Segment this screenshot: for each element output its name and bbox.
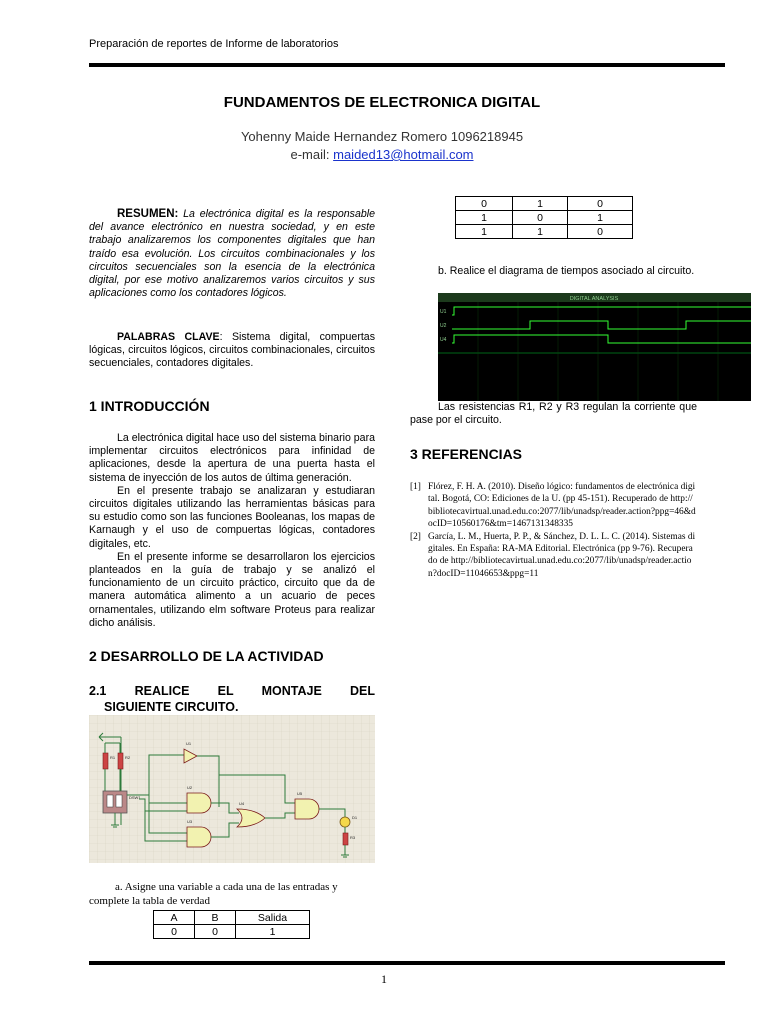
reference-item — [410, 481, 697, 531]
intro-body — [89, 432, 375, 630]
keywords-label: PALABRAS CLAVE — [117, 331, 220, 343]
table-cell: 1 — [456, 211, 513, 225]
reference-item — [410, 531, 697, 581]
intro-paragraph-3: En el presente informe se desarrollaron los ejercicios planteados en la guía de trabajo y se analizó el funcionamiento de un circuito práctico, circuito que da de manera automática alimento a un acuario de peces ornamentales, utilizando elm software Proteus para realizar dicho análisis. — [89, 550, 375, 629]
table-cell: 0 — [568, 197, 633, 211]
keywords — [89, 331, 375, 371]
abstract — [89, 208, 375, 300]
timing-signal-u1: U1 — [440, 309, 447, 315]
item-b-text: b. Realice el diagrama de tiempos asociado al circuito. — [438, 265, 695, 277]
email-line — [89, 147, 675, 162]
circuit-label-u1: U1 — [186, 741, 192, 746]
table-row — [154, 925, 310, 939]
table-cell: 0 — [568, 225, 633, 239]
circuit-schematic — [89, 715, 375, 863]
item-a-text: a. Asigne una variable a cada una de las entradas y complete la tabla de verdad — [89, 881, 338, 907]
table-cell: 1 — [513, 225, 568, 239]
header-rule — [89, 63, 725, 67]
truth-table-part-1 — [153, 910, 310, 939]
circuit-label-d1: D1 — [352, 815, 358, 820]
item-b — [410, 265, 697, 278]
timing-diagram — [438, 293, 751, 401]
resistors-note-text: Las resistencias R1, R2 y R3 regulan la corriente que pase por el circuito. — [410, 401, 697, 427]
table-cell: 1 — [456, 225, 513, 239]
table-cell: 1 — [513, 197, 568, 211]
abstract-text: La electrónica digital es la responsable del avance electrónico en nuestra sociedad, y en este trabajo analizaremos los componentes digitales que han traído esa evolución. Los circuitos combinacionales y los circuitos secuenciales son la esencia de la electrónica digital, por ese motivo analizaremos varios circuitos y sus aplicaciones como los contadores lógicos. — [89, 208, 375, 300]
email-label: e-mail: — [290, 147, 334, 162]
subsection-heading-line-1: 2.1 REALICE EL MONTAJE DEL — [89, 684, 375, 698]
table-header-b: B — [195, 911, 236, 925]
reference-text: García, L. M., Huerta, P. P., & Sánchez, D. L. L. C. (2014). Sistemas digitales. En España: RA-MA Editorial. Electrónica (pp 9-76). Recuperado de http://bibliotecavirtual.unad.edu.co:2077/lib/unadsp/reader.action?docID=11046653&ppg=11 — [428, 531, 696, 579]
table-cell: 1 — [236, 925, 310, 939]
intro-paragraph-2: En el presente trabajo se analizaran y estudiaran circuitos digitales utilizando las herramientas básicas para su estudio como son las funciones Booleanas, los mapas de Karnaugh y el uso de compuertas lógicas, contadores digitales, etc. — [89, 484, 375, 550]
resistors-note — [410, 401, 697, 427]
timing-title: DIGITAL ANALYSIS — [569, 296, 619, 302]
circuit-label-u3: U3 — [187, 819, 193, 824]
table-cell: 1 — [568, 211, 633, 225]
table-header-a: A — [154, 911, 195, 925]
circuit-label-r3: R3 — [350, 835, 356, 840]
reference-number: [2] — [410, 531, 421, 542]
truth-table-part-2 — [455, 196, 633, 239]
circuit-label-r2: R2 — [125, 755, 131, 760]
circuit-label-dsw: DSW1 — [129, 795, 141, 800]
table-cell: 0 — [456, 197, 513, 211]
abstract-label: RESUMEN: — [117, 208, 179, 220]
timing-signal-u4: U4 — [440, 337, 447, 343]
table-cell: 0 — [195, 925, 236, 939]
table-row — [456, 211, 633, 225]
keywords-text: : Sistema digital, compuertas lógicas, circuitos lógicos, circuitos combinacionales, circuitos secuenciales, contadores digitales. — [89, 331, 375, 370]
circuit-label-u4: U4 — [239, 801, 245, 806]
circuit-label-u5: U5 — [297, 791, 303, 796]
timing-svg — [438, 293, 751, 401]
circuit-svg — [89, 715, 375, 863]
table-row — [456, 225, 633, 239]
footer-rule — [89, 961, 725, 965]
intro-paragraph-1: La electrónica digital hace uso del sistema binario para implementar circuitos electrónicos para infinidad de aplicaciones, desde la apertura de una puerta hasta el sistema de inyección de los autos de última generación. — [89, 432, 375, 484]
table-cell: 0 — [154, 925, 195, 939]
circuit-label-r1: R1 — [110, 755, 116, 760]
table-cell: 0 — [513, 211, 568, 225]
references-list — [410, 481, 697, 580]
reference-text: Flórez, F. H. A. (2010). Diseño lógico: fundamentos de electrónica digital. Bogotá, CO: Ediciones de la U. (pp 45-151). Recuperado de http://bibliotecavirtual.unad.edu.co:2077/lib/unadsp/reader.action?ppg=46&docID=10560176&tm=1467131348335 — [428, 482, 696, 530]
section-heading-introduccion: 1 INTRODUCCIÓN — [89, 398, 210, 414]
page-number: 1 — [381, 972, 387, 986]
table-row — [456, 197, 633, 211]
author-line: Yohenny Maide Hernandez Romero 1096218945 — [240, 129, 524, 144]
table-header-row — [154, 911, 310, 925]
section-heading-desarrollo: 2 DESARROLLO DE LA ACTIVIDAD — [89, 648, 324, 664]
email-link[interactable]: maided13@hotmail.com — [333, 147, 474, 162]
reference-number: [1] — [410, 482, 421, 492]
circuit-label-u2: U2 — [187, 785, 193, 790]
running-header: Preparación de reportes de Informe de laboratorios — [89, 38, 339, 50]
timing-signal-u2: U2 — [440, 323, 447, 329]
paper-title: FUNDAMENTOS DE ELECTRONICA DIGITAL — [223, 94, 541, 111]
subsection-heading-line-2: SIGUIENTE CIRCUITO. — [104, 700, 239, 714]
section-heading-referencias: 3 REFERENCIAS — [410, 446, 523, 462]
table-header-salida: Salida — [236, 911, 310, 925]
